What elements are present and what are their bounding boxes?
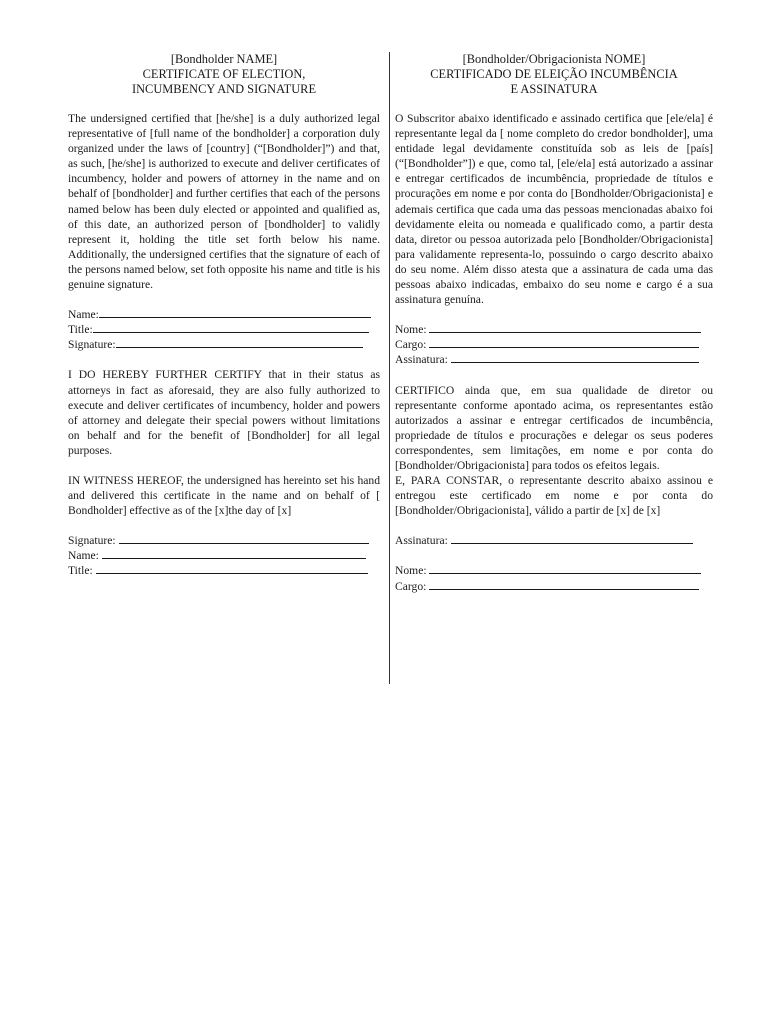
english-signoff-title-line[interactable]	[96, 563, 368, 574]
portuguese-heading-line-1: [Bondholder/Obrigacionista NOME]	[462, 52, 646, 66]
english-heading-line-2: CERTIFICATE OF ELECTION,	[142, 67, 306, 81]
english-signoff-title-field[interactable]	[68, 563, 380, 578]
english-signature-line[interactable]	[116, 337, 363, 348]
english-signoff-signature-field[interactable]	[68, 533, 380, 548]
english-witness-paragraph: IN WITNESS HEREOF, the undersigned has hereinto set his hand and delivered this certificate in the name and on behalf of [ Bondholder] effective as of the [x]the day of [x]	[68, 473, 380, 518]
column-divider	[389, 52, 390, 684]
portuguese-title-label: Cargo:	[395, 338, 427, 352]
portuguese-further-certify-paragraph: CERTIFICO ainda que, em sua qualidade de diretor ou representante conforme apontado acima, os representantes estão autorizados a assinar e entregar certificados de incumbência, propriedade de títulos e procurações e delegar os seus poderes correspondentes, sem limitações, em nome e por conta do [Bondholder/Obrigacionista] para todos os efeitos legais.	[395, 383, 713, 472]
english-further-certify-paragraph: I DO HEREBY FURTHER CERTIFY that in their status as attorneys in fact as aforesaid, they are also fully authorized to execute and deliver certificates of incumbency, holder and powers of attorney and delegate their special powers without limitations on behalf and for the benefit of [Bondholder] for all legal purposes.	[68, 368, 380, 457]
portuguese-name-label: Nome:	[395, 323, 427, 337]
english-signoff-signature-label: Signature:	[68, 534, 116, 548]
portuguese-signoff-name-label: Nome:	[395, 564, 427, 578]
portuguese-signoff-signature-label: Assinatura:	[395, 534, 448, 548]
portuguese-heading-line-2: CERTIFICADO DE ELEIÇÃO INCUMBÊNCIA	[430, 67, 678, 81]
portuguese-intro-paragraph: O Subscritor abaixo identificado e assinado certifica que [ele/ela] é representante legal da [ nome completo do credor bondholder], uma entidade legal devidamente constituída sob as leis de [país] (“[Bondholder”]) e que, como tal, [ele/ela] está autorizado a assinar e entregar certificados de incumbência, propriedade de títulos e procurações em nome e por conta do [Bondholder/Obrigacionista] e ademais certifica que cada uma das pessoas mencionadas abaixo foi devidamente eleita ou nomeada e qualificado como, a partir desta data, diretor ou pessoa autorizada pelo [Bondholder/Obrigacionista] para validamente representa-lo, possuindo o cargo descrito abaixo do seu nome. Além disso atesta que a assinatura de cada uma das pessoas abaixo indicadas, embaixo do seu nome e cargo é a sua assinatura genuína.	[395, 112, 713, 307]
portuguese-signoff-signature-line[interactable]	[451, 533, 693, 544]
english-title-line[interactable]	[93, 322, 369, 333]
portuguese-signature-line[interactable]	[451, 352, 699, 363]
portuguese-signature-field[interactable]	[395, 352, 713, 367]
portuguese-heading-line-3: E ASSINATURA	[510, 82, 598, 96]
portuguese-signoff-title-line[interactable]	[429, 579, 699, 590]
english-signature-label: Signature:	[68, 338, 116, 352]
english-name-line[interactable]	[99, 307, 371, 318]
portuguese-title-field[interactable]	[395, 337, 713, 352]
english-heading-line-1: [Bondholder NAME]	[170, 52, 278, 66]
english-signoff-name-field[interactable]	[68, 548, 380, 563]
portuguese-name-field[interactable]	[395, 322, 713, 337]
portuguese-name-line[interactable]	[429, 322, 701, 333]
english-signoff-name-line[interactable]	[102, 548, 366, 559]
portuguese-column	[395, 52, 713, 609]
portuguese-person-fields	[395, 322, 713, 367]
english-signoff-fields	[68, 533, 380, 578]
portuguese-signoff-title-label: Cargo:	[395, 579, 427, 593]
english-signoff-name-label: Name:	[68, 549, 99, 563]
english-signoff-title-label: Title:	[68, 564, 93, 578]
english-title-field[interactable]	[68, 322, 380, 337]
portuguese-signoff-name-field[interactable]	[395, 563, 713, 578]
english-signoff-signature-line[interactable]	[119, 533, 369, 544]
portuguese-title-line[interactable]	[429, 337, 699, 348]
portuguese-heading	[395, 52, 713, 97]
english-person-fields	[68, 307, 380, 352]
portuguese-signoff-title-field[interactable]	[395, 579, 713, 594]
english-heading-line-3: INCUMBENCY AND SIGNATURE	[131, 82, 317, 96]
english-name-field[interactable]	[68, 307, 380, 322]
english-name-label: Name:	[68, 308, 99, 322]
portuguese-signoff-name-line[interactable]	[429, 563, 701, 574]
english-heading	[68, 52, 380, 97]
english-intro-paragraph: The undersigned certified that [he/she] is a duly authorized legal representative of [full name of the bondholder] a corporation duly organized under the laws of [country] (“[Bondholder]”) and that, as such, [he/she] is authorized to execute and deliver certificates of incumbency, holder and powers of attorney in the name and on behalf of [bondholder] and further certifies that each of the persons named below has been duly elected or appointed and qualified as, of this date, an authorized person of [bondholder] to validly represent it, holding the title set forth below his name. Additionally, the undersigned certifies that the signature of each of the persons named below, set foth opposite his name and title is his genuine signature.	[68, 112, 380, 292]
portuguese-signoff-signature-field[interactable]	[395, 533, 713, 548]
english-title-label: Title:	[68, 323, 93, 337]
portuguese-signoff-signature-block	[395, 533, 713, 548]
portuguese-signature-label: Assinatura:	[395, 353, 448, 367]
portuguese-signoff-fields	[395, 563, 713, 593]
portuguese-witness-paragraph: E, PARA CONSTAR, o representante descrito abaixo assinou e entregou este certificado em nome e por conta do [Bondholder/Obrigacionista], válido a partir de [x] de [x]	[395, 474, 713, 518]
english-signature-field[interactable]	[68, 337, 380, 352]
english-column	[68, 52, 380, 594]
